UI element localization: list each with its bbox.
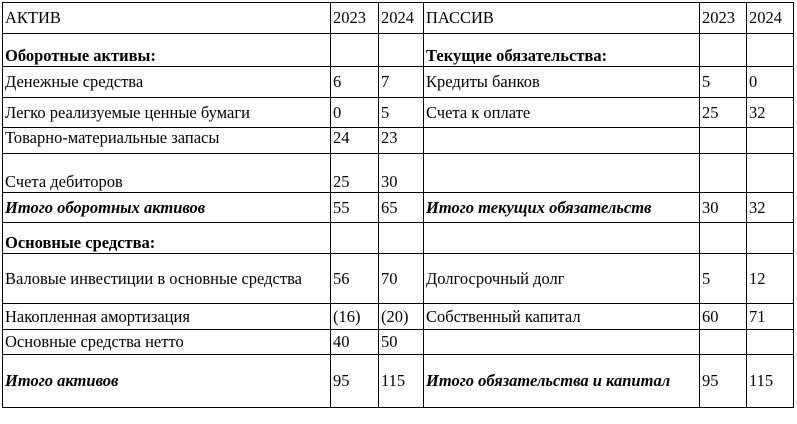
asset-year-2024-header: 2024	[379, 3, 424, 34]
cell-value	[747, 128, 794, 154]
net-fixed-assets-2024: 50	[379, 330, 424, 355]
table-row	[3, 223, 794, 254]
long-term-debt-2023: 5	[700, 254, 747, 304]
marketable-securities-2023: 0	[331, 98, 379, 128]
table-row	[3, 304, 794, 330]
cell-value	[379, 34, 424, 67]
cell-value	[700, 223, 747, 254]
cell-value	[700, 330, 747, 355]
cell-value	[747, 154, 794, 193]
table-row	[3, 330, 794, 355]
net-fixed-assets-label: Основные средства нетто	[3, 330, 331, 355]
gross-fixed-investment-2023: 56	[331, 254, 379, 304]
asset-header: АКТИВ	[3, 3, 331, 34]
total-current-assets-2023: 55	[331, 193, 379, 223]
accumulated-depreciation-2024: (20)	[379, 304, 424, 330]
total-current-liabilities-2023: 30	[700, 193, 747, 223]
liability-year-2023-header: 2023	[700, 3, 747, 34]
liability-year-2024-header: 2024	[747, 3, 794, 34]
receivables-label: Счета дебиторов	[3, 154, 331, 193]
accounts-payable-2023: 25	[700, 98, 747, 128]
header-row	[3, 3, 794, 34]
table-row	[3, 193, 794, 223]
cash-2023: 6	[331, 67, 379, 98]
cell-value	[424, 154, 700, 193]
gross-fixed-investment-label: Валовые инвестиции в основные средства	[3, 254, 331, 304]
total-assets-2024: 115	[379, 355, 424, 408]
table-row	[3, 254, 794, 304]
cell-value	[331, 223, 379, 254]
cash-2024: 7	[379, 67, 424, 98]
total-liabilities-equity-2023: 95	[700, 355, 747, 408]
equity-2024: 71	[747, 304, 794, 330]
total-current-assets-label: Итого оборотных активов	[3, 193, 331, 223]
cell-value	[331, 34, 379, 67]
cell-value	[700, 128, 747, 154]
accumulated-depreciation-2023: (16)	[331, 304, 379, 330]
cell-value	[747, 330, 794, 355]
liability-header: ПАССИВ	[424, 3, 700, 34]
bank-loans-label: Кредиты банков	[424, 67, 700, 98]
long-term-debt-label: Долгосрочный долг	[424, 254, 700, 304]
current-liabilities-section-label: Текущие обязательства:	[424, 34, 700, 67]
table-row	[3, 128, 794, 154]
cell-value	[379, 223, 424, 254]
equity-label: Собственный капитал	[424, 304, 700, 330]
inventory-2023: 24	[331, 128, 379, 154]
bank-loans-2024: 0	[747, 67, 794, 98]
table-row	[3, 355, 794, 408]
total-current-liabilities-label: Итого текущих обязательств	[424, 193, 700, 223]
cell-value	[424, 128, 700, 154]
total-assets-label: Итого активов	[3, 355, 331, 408]
total-liabilities-equity-label: Итого обязательства и капитал	[424, 355, 700, 408]
total-current-assets-2024: 65	[379, 193, 424, 223]
current-assets-section-label: Оборотные активы:	[3, 34, 331, 67]
equity-2023: 60	[700, 304, 747, 330]
cell-value	[700, 154, 747, 193]
total-assets-2023: 95	[331, 355, 379, 408]
bank-loans-2023: 5	[700, 67, 747, 98]
long-term-debt-2024: 12	[747, 254, 794, 304]
marketable-securities-2024: 5	[379, 98, 424, 128]
accumulated-depreciation-label: Накопленная амортизация	[3, 304, 331, 330]
balance-sheet-table	[2, 2, 794, 408]
cell-value	[747, 34, 794, 67]
table-row	[3, 67, 794, 98]
receivables-2023: 25	[331, 154, 379, 193]
gross-fixed-investment-2024: 70	[379, 254, 424, 304]
accounts-payable-label: Счета к оплате	[424, 98, 700, 128]
fixed-assets-section-label: Основные средства:	[3, 223, 331, 254]
cell-value	[747, 223, 794, 254]
marketable-securities-label: Легко реализуемые ценные бумаги	[3, 98, 331, 128]
net-fixed-assets-2023: 40	[331, 330, 379, 355]
table-row	[3, 154, 794, 193]
table-row	[3, 98, 794, 128]
table-row	[3, 34, 794, 67]
accounts-payable-2024: 32	[747, 98, 794, 128]
receivables-2024: 30	[379, 154, 424, 193]
total-liabilities-equity-2024: 115	[747, 355, 794, 408]
cell-value	[424, 223, 700, 254]
cell-value	[424, 330, 700, 355]
cell-value	[700, 34, 747, 67]
total-current-liabilities-2024: 32	[747, 193, 794, 223]
inventory-2024: 23	[379, 128, 424, 154]
inventory-label: Товарно-материальные запасы	[3, 128, 331, 154]
cash-label: Денежные средства	[3, 67, 331, 98]
asset-year-2023-header: 2023	[331, 3, 379, 34]
